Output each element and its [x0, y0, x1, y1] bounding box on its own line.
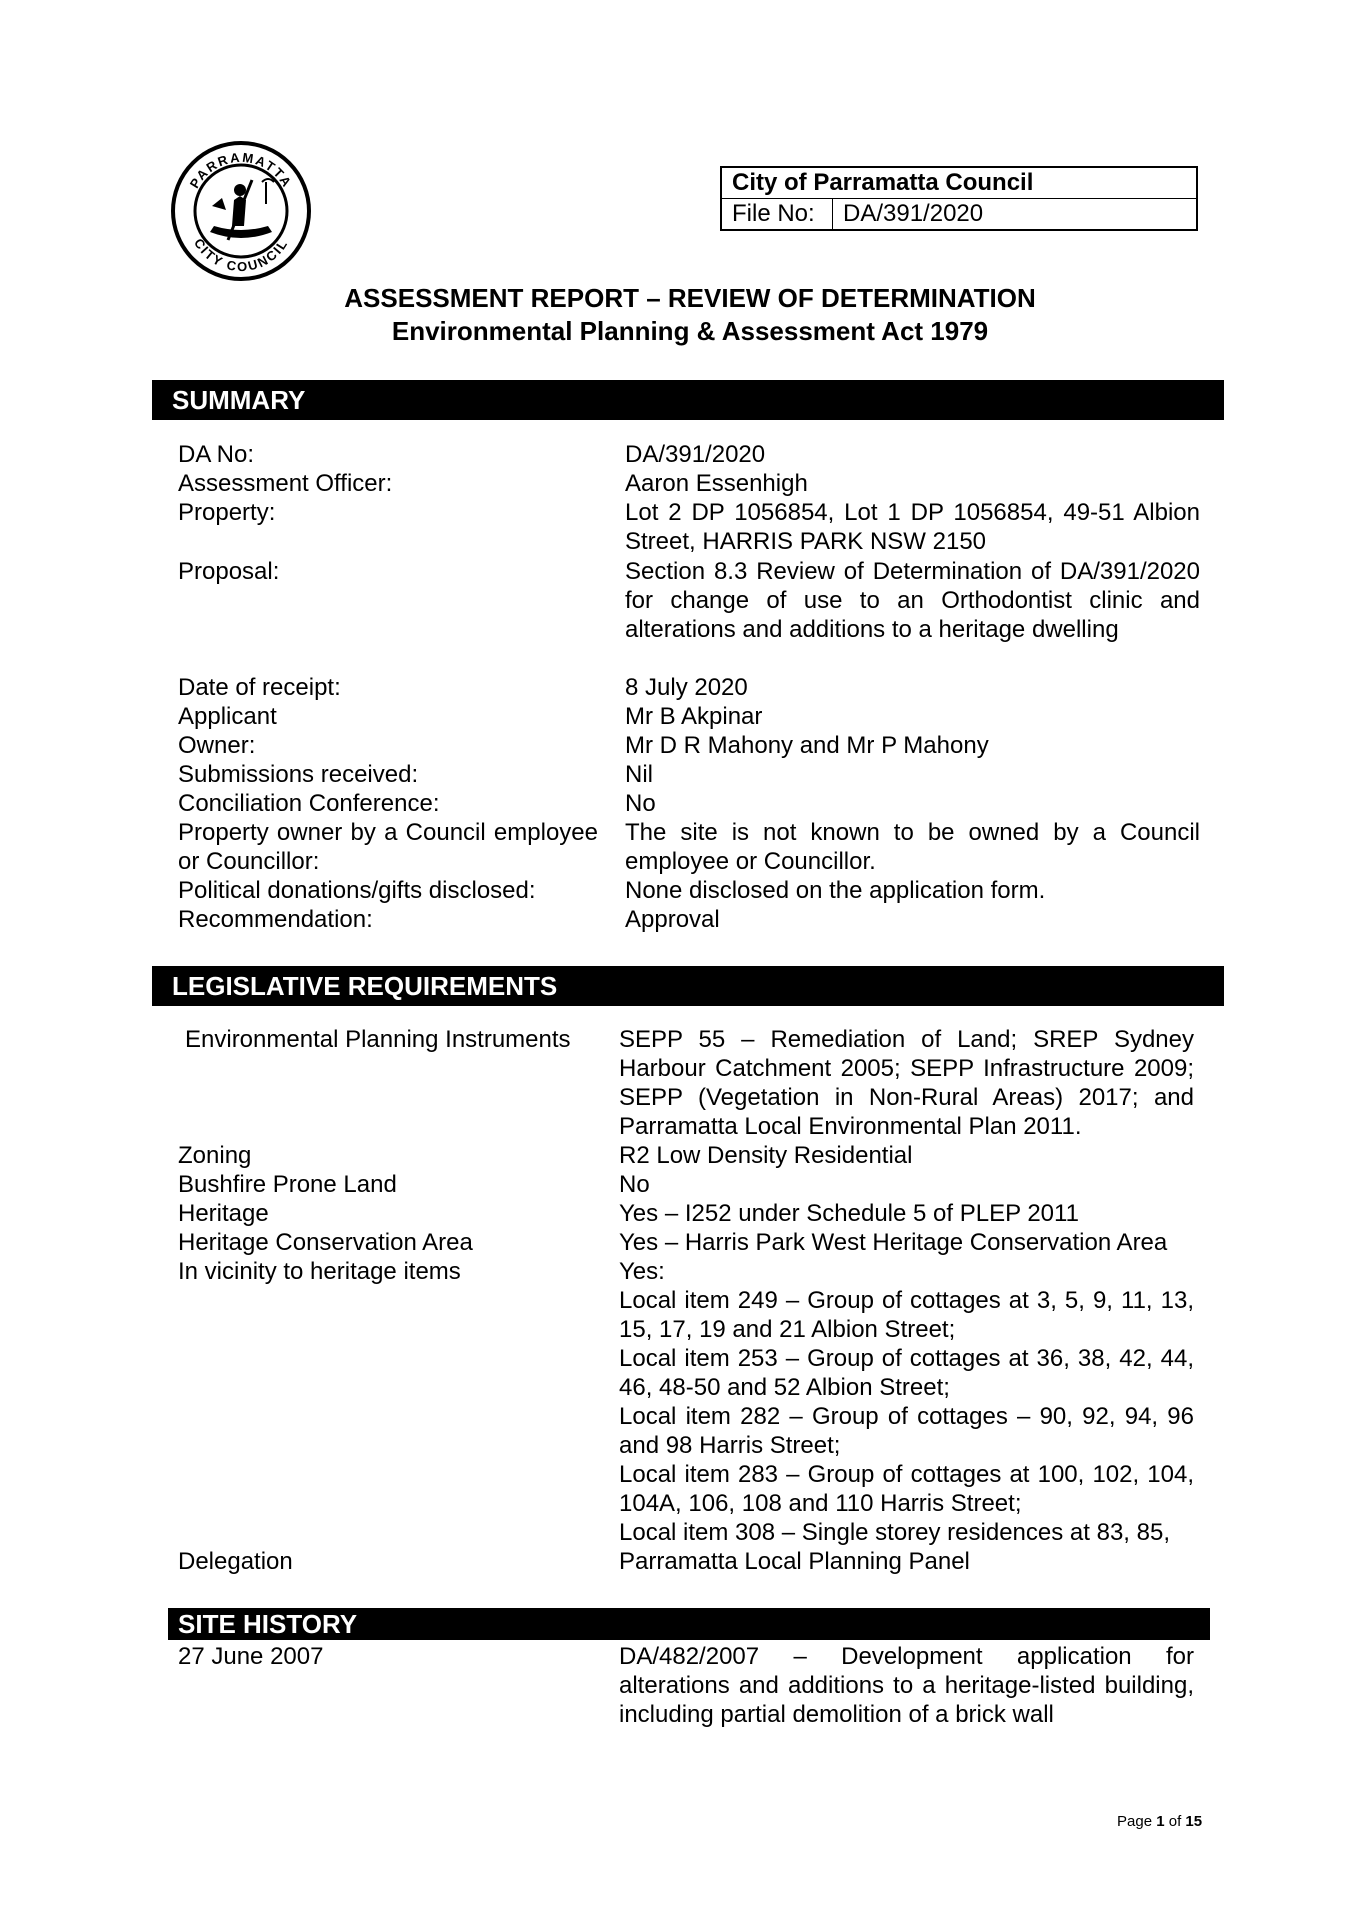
- report-title-line2: Environmental Planning & Assessment Act 1979: [391, 316, 989, 346]
- footer-page-no: 1: [1156, 1813, 1165, 1830]
- legis-label-epi: Environmental Planning Instruments: [185, 1026, 571, 1053]
- summary-label-conciliation: Conciliation Conference:: [178, 790, 440, 817]
- summary-label-submissions: Submissions received:: [178, 761, 419, 788]
- legis-value-bushfire: No: [619, 1171, 650, 1198]
- page-footer: [1117, 1813, 1202, 1830]
- file-no-value: DA/391/2020: [833, 199, 1198, 231]
- file-info-box: [720, 166, 1198, 231]
- footer-of-word: of: [1168, 1813, 1182, 1830]
- seal-text-top: PARRAMATTA: [186, 149, 296, 191]
- legis-label-delegation: Delegation: [178, 1548, 293, 1575]
- summary-label-da-no: DA No:: [178, 441, 255, 468]
- seal-text-bottom: CITY COUNCIL: [191, 235, 291, 275]
- summary-value-property: Lot 2 DP 1056854, Lot 1 DP 1056854, 49-51 Albion Street, HARRIS PARK NSW 2150: [625, 499, 1200, 555]
- legis-label-heritage: Heritage: [178, 1200, 269, 1227]
- legis-value-zoning: R2 Low Density Residential: [619, 1142, 913, 1169]
- summary-label-officer: Assessment Officer:: [178, 470, 393, 497]
- summary-label-property: Property:: [178, 499, 276, 526]
- history-label-date: 27 June 2007: [178, 1643, 324, 1670]
- summary-value-proposal: Section 8.3 Review of Determination of DA/391/2020 for change of use to an Orthodontist clinic and alterations and additions to a heritage dwelling: [625, 558, 1200, 643]
- summary-value-owner: Mr D R Mahony and Mr P Mahony: [625, 732, 989, 759]
- file-no-label: File No:: [721, 199, 833, 231]
- legis-value-vicinity: Yes:: [619, 1258, 665, 1285]
- summary-value-applicant: Mr B Akpinar: [625, 703, 763, 730]
- legislative-heading: LEGISLATIVE REQUIREMENTS: [172, 971, 558, 1001]
- footer-page-word: Page: [1117, 1813, 1153, 1830]
- vicinity-item-283: Local item 283 – Group of cottages at 100, 102, 104, 104A, 106, 108 and 110 Harris Street;: [619, 1461, 1194, 1517]
- legis-label-zoning: Zoning: [178, 1142, 252, 1169]
- vicinity-item-253: Local item 253 – Group of cottages at 36, 38, 42, 44, 46, 48-50 and 52 Albion Street;: [619, 1345, 1194, 1401]
- legis-value-epi: SEPP 55 – Remediation of Land; SREP Sydney Harbour Catchment 2005; SEPP Infrastructure 2009; SEPP (Vegetation in Non-Rural Areas) 2017; and Parramatta Local Environmental Plan 2011.: [619, 1026, 1194, 1140]
- legis-value-hca: Yes – Harris Park West Heritage Conservation Area: [619, 1229, 1168, 1256]
- summary-label-owner: Owner:: [178, 732, 256, 759]
- legis-value-delegation: Parramatta Local Planning Panel: [619, 1548, 970, 1575]
- summary-label-proposal: Proposal:: [178, 558, 280, 585]
- summary-value-officer: Aaron Essenhigh: [625, 470, 808, 497]
- summary-label-date-receipt: Date of receipt:: [178, 674, 341, 701]
- vicinity-item-308: Local item 308 – Single storey residences at 83, 85,: [619, 1519, 1170, 1546]
- legis-label-vicinity: In vicinity to heritage items: [178, 1258, 461, 1285]
- footer-page-total: 15: [1185, 1813, 1203, 1830]
- legis-value-heritage: Yes – I252 under Schedule 5 of PLEP 2011: [619, 1200, 1079, 1227]
- summary-label-owner-council: Property owner by a Council employee or Councillor:: [178, 819, 598, 875]
- site-history-heading: SITE HISTORY: [178, 1609, 358, 1639]
- report-title: [0, 282, 1365, 348]
- summary-heading: SUMMARY: [172, 385, 306, 415]
- legislative-heading-bar: [152, 966, 1224, 1006]
- summary-value-conciliation: No: [625, 790, 656, 817]
- legis-label-bushfire: Bushfire Prone Land: [178, 1171, 397, 1198]
- summary-value-date-receipt: 8 July 2020: [625, 674, 748, 701]
- legis-label-hca: Heritage Conservation Area: [178, 1229, 473, 1256]
- summary-value-owner-council: The site is not known to be owned by a Council employee or Councillor.: [625, 819, 1200, 875]
- summary-value-submissions: Nil: [625, 761, 653, 788]
- summary-value-recommendation: Approval: [625, 906, 720, 933]
- vicinity-item-282: Local item 282 – Group of cottages – 90, 92, 94, 96 and 98 Harris Street;: [619, 1403, 1194, 1459]
- summary-label-applicant: Applicant: [178, 703, 277, 730]
- vicinity-item-249: Local item 249 – Group of cottages at 3, 5, 9, 11, 13, 15, 17, 19 and 21 Albion Street;: [619, 1287, 1194, 1343]
- site-history-heading-bar: [168, 1608, 1210, 1640]
- summary-value-da-no: DA/391/2020: [625, 441, 766, 468]
- council-seal-logo: [170, 140, 312, 282]
- history-value-da482: DA/482/2007 – Development application for alterations and additions to a heritage-listed building, including partial demolition of a brick wall: [619, 1643, 1194, 1728]
- council-name: City of Parramatta Council: [721, 167, 1197, 199]
- report-title-line1: ASSESSMENT REPORT – REVIEW OF DETERMINATION: [344, 283, 1036, 313]
- summary-label-donations: Political donations/gifts disclosed:: [178, 877, 536, 904]
- summary-value-donations: None disclosed on the application form.: [625, 877, 1046, 904]
- summary-heading-bar: [152, 380, 1224, 420]
- summary-label-recommendation: Recommendation:: [178, 906, 373, 933]
